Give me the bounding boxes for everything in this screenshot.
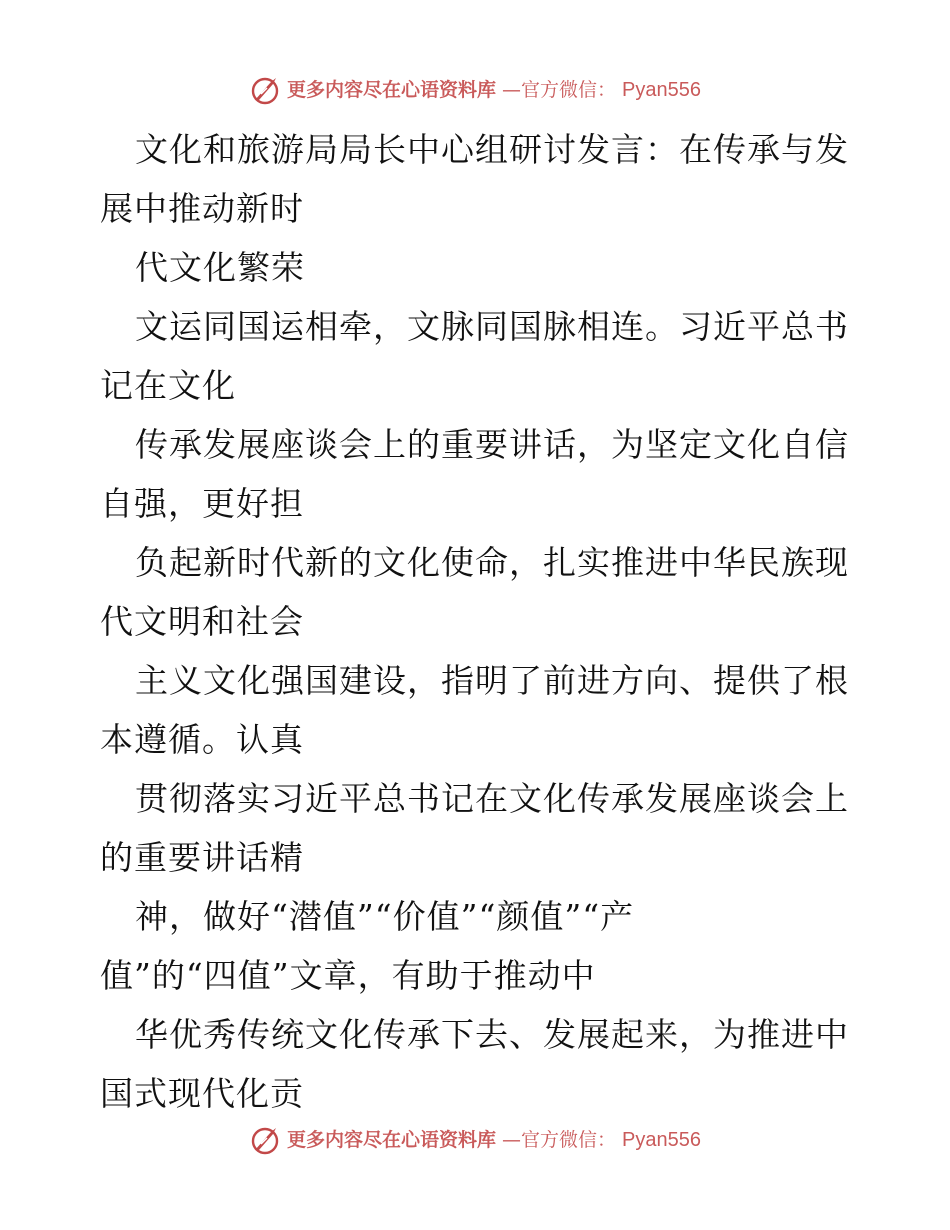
text-line: 华优秀传统文化传承下去、发展起来，为推进中 bbox=[135, 1015, 849, 1054]
text-line: 文运同国运相牵，文脉同国脉相连。习近平总书 bbox=[135, 307, 849, 346]
quill-logo-icon bbox=[249, 74, 281, 106]
text-line: 主义文化强国建设，指明了前进方向、提供了根 bbox=[135, 661, 849, 700]
text-line: 的重要讲话精 bbox=[100, 838, 304, 877]
watermark-wechat-id: Pyan556 bbox=[622, 1129, 701, 1151]
text-line: 神，做好“潜值”“价值”“颜值”“产 bbox=[135, 897, 635, 936]
text-line: 代文明和社会 bbox=[100, 602, 304, 641]
text-line: 本遵循。认真 bbox=[100, 720, 304, 759]
watermark-brand: 更多内容尽在心语资料库 bbox=[287, 1128, 497, 1151]
text-line: 文化和旅游局局长中心组研讨发言：在传承与发 bbox=[135, 130, 849, 169]
quill-logo-icon bbox=[249, 1124, 281, 1156]
watermark-dash: —官方微信： bbox=[502, 1128, 617, 1151]
text-line: 负起新时代新的文化使命，扎实推进中华民族现 bbox=[135, 543, 849, 582]
text-line: 代文化繁荣 bbox=[135, 248, 305, 287]
document-body bbox=[100, 120, 860, 1123]
text-line: 记在文化 bbox=[100, 366, 236, 405]
watermark bbox=[249, 1124, 701, 1156]
text-line: 贯彻落实习近平总书记在文化传承发展座谈会上 bbox=[135, 779, 849, 818]
text-line: 国式现代化贡 bbox=[100, 1074, 304, 1113]
watermark-brand: 更多内容尽在心语资料库 bbox=[287, 78, 497, 101]
watermark-wechat-id: Pyan556 bbox=[622, 79, 701, 101]
watermark-dash: —官方微信： bbox=[502, 78, 617, 101]
text-line: 展中推动新时 bbox=[100, 189, 304, 228]
watermark bbox=[249, 74, 701, 106]
text-line: 值”的“四值”文章，有助于推动中 bbox=[100, 956, 596, 995]
text-line: 传承发展座谈会上的重要讲话，为坚定文化自信 bbox=[135, 425, 849, 464]
text-line: 自强，更好担 bbox=[100, 484, 304, 523]
footer-watermark bbox=[0, 1120, 950, 1160]
header-watermark bbox=[0, 70, 950, 110]
